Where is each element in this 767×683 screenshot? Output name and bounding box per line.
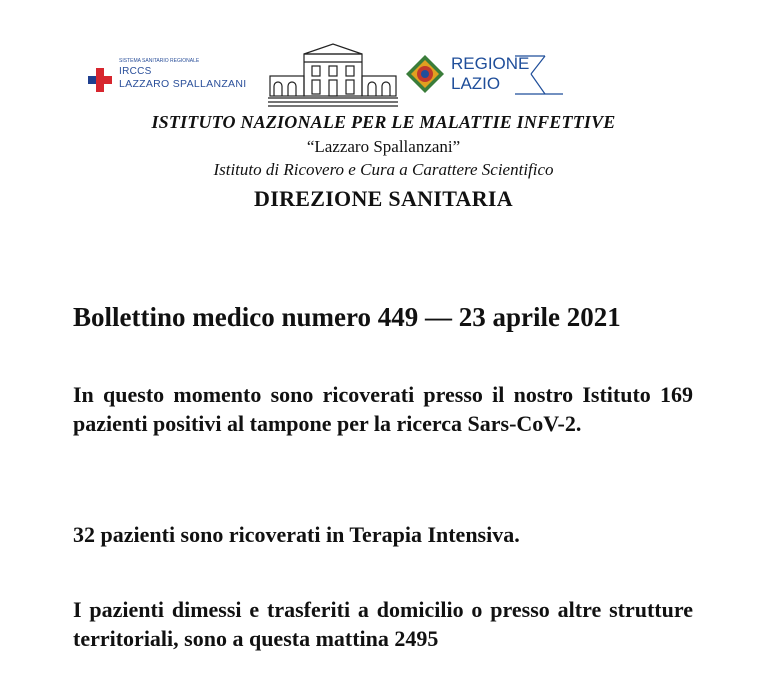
red-cross-icon xyxy=(88,68,112,92)
institute-title: ISTITUTO NAZIONALE PER LE MALATTIE INFETTIVE xyxy=(151,112,616,132)
logo-row xyxy=(0,38,767,110)
regione-lazio-emblem-icon xyxy=(405,54,445,94)
institute-subtitle: Istituto di Ricovero e Cura a Carattere Scientifico xyxy=(213,160,554,179)
bulletin-paragraph-hospitalized: In questo momento sono ricoverati presso il nostro Istituto 169 pazienti positivi al tampone per la ricerca Sars-CoV-2. xyxy=(73,382,693,436)
spallanzani-logo xyxy=(88,58,263,98)
spallanzani-logo-small-text: SISTEMA SANITARIO REGIONALE xyxy=(119,58,200,64)
bulletin-paragraph-intensive-care: 32 pazienti sono ricoverati in Terapia Intensiva. xyxy=(73,522,520,547)
spallanzani-logo-irccs: IRCCS xyxy=(119,66,152,77)
regione-lazio-logo xyxy=(405,52,565,100)
regione-lazio-line1: REGIONE xyxy=(451,54,530,73)
regione-lazio-line2: LAZIO xyxy=(451,74,501,93)
bulletin-title: Bollettino medico numero 449 — 23 aprile 2021 xyxy=(73,302,621,332)
institute-building-icon xyxy=(268,42,398,108)
bulletin-paragraph-discharged: I pazienti dimessi e trasferiti a domicilio o presso altre strutture territoriali, sono a questa mattina 2495 xyxy=(73,597,693,651)
spallanzani-logo-name: LAZZARO SPALLANZANI xyxy=(119,78,247,90)
institute-name: “Lazzaro Spallanzani” xyxy=(306,137,461,156)
department-title: DIREZIONE SANITARIA xyxy=(254,186,513,211)
regione-lazio-arrow-icon xyxy=(515,54,565,98)
